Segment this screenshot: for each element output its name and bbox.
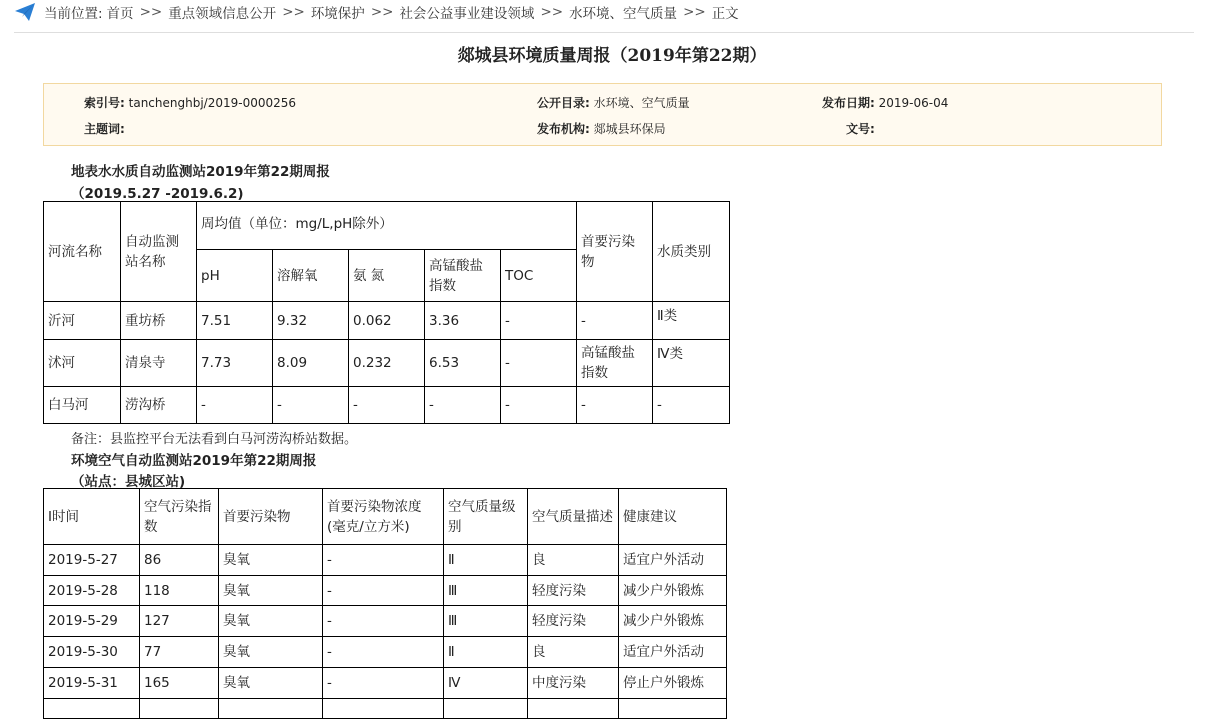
index-value: tanchenghbj/2019-0000256 [128, 96, 297, 110]
cell-river: 沂河 [44, 302, 121, 340]
air-quality-table [43, 488, 727, 719]
cell-permanganate: - [425, 387, 501, 424]
cell-date: 2019-5-28 [44, 576, 140, 606]
cell-date [44, 699, 140, 719]
cell-toc: - [501, 340, 577, 387]
metadata-box [43, 83, 1162, 146]
breadcrumb [14, 0, 1194, 24]
breadcrumb-separator: >> [282, 4, 305, 20]
cell-health-advice: 适宜户外活动 [619, 637, 727, 668]
cell-aq-description: 良 [528, 545, 619, 576]
breadcrumb-env-protection[interactable]: 环境保护 [310, 6, 365, 22]
cell-pollutant: - [577, 387, 653, 424]
cell-primary-pollutant: 臭氧 [219, 545, 323, 576]
breadcrumb-separator: >> [540, 4, 564, 20]
cell-concentration: - [323, 668, 444, 699]
cell-date: 2019-5-29 [44, 606, 140, 637]
paper-plane-icon [14, 2, 36, 22]
cell-primary-pollutant: 臭氧 [219, 637, 323, 668]
org-label: 发布机构: [537, 122, 590, 136]
cell-aqi [140, 699, 219, 719]
date-value: 2019-06-04 [878, 96, 949, 110]
header-ph: pH [197, 250, 273, 302]
cell-concentration: - [323, 576, 444, 606]
cell-aqi: 118 [140, 576, 219, 606]
catalog-value: 水环境、空气质量 [593, 96, 690, 110]
table-row [44, 576, 727, 606]
cell-aqi: 86 [140, 545, 219, 576]
header-water-class: 水质类别 [653, 202, 730, 302]
cell-dissolved-oxygen: 8.09 [273, 340, 349, 387]
cell-ph: - [197, 387, 273, 424]
cell-aq-level: Ⅲ [444, 576, 528, 606]
water-report-period: （2019.5.27 -2019.6.2) [71, 186, 244, 202]
header-ammonia: 氨 氮 [349, 250, 425, 302]
header-health-advice: 健康建议 [619, 489, 727, 545]
cell-date: 2019-5-30 [44, 637, 140, 668]
cell-ammonia: 0.232 [349, 340, 425, 387]
header-river: 河流名称 [44, 202, 121, 302]
cell-aq-description: 良 [528, 637, 619, 668]
header-permanganate: 高锰酸盐指数 [425, 250, 501, 302]
cell-primary-pollutant [219, 699, 323, 719]
water-report-title: 地表水水质自动监测站2019年第22期周报 [71, 164, 330, 180]
cell-concentration: - [323, 637, 444, 668]
cell-health-advice [619, 699, 727, 719]
cell-aq-level: Ⅱ [444, 637, 528, 668]
header-pollutant: 首要污染物 [577, 202, 653, 302]
date-field [822, 94, 948, 111]
cell-ammonia: 0.062 [349, 302, 425, 340]
cell-water-class: Ⅳ类 [653, 340, 730, 387]
cell-aq-description: 轻度污染 [528, 606, 619, 637]
cell-water-class: - [653, 387, 730, 424]
divider [14, 32, 1194, 33]
table-row [44, 637, 727, 668]
header-aqi: 空气污染指数 [140, 489, 219, 545]
cell-date: 2019-5-27 [44, 545, 140, 576]
catalog-label: 公开目录: [537, 96, 590, 110]
breadcrumb-home[interactable]: 首页 [106, 6, 134, 22]
cell-aq-level: Ⅲ [444, 606, 528, 637]
breadcrumb-water-air[interactable]: 水环境、空气质量 [569, 6, 678, 22]
cell-ammonia: - [349, 387, 425, 424]
header-station: 自动监测站名称 [121, 202, 197, 302]
header-primary-pollutant: 首要污染物 [219, 489, 323, 545]
breadcrumb-separator: >> [683, 4, 706, 20]
cell-aqi: 165 [140, 668, 219, 699]
cell-aqi: 77 [140, 637, 219, 668]
header-time: Ⅰ时间 [44, 489, 140, 545]
cell-pollutant: - [577, 302, 653, 340]
header-aq-description: 空气质量描述 [528, 489, 619, 545]
docno-field [846, 120, 875, 137]
water-quality-table [43, 201, 730, 424]
cell-aq-description: 中度污染 [528, 668, 619, 699]
cell-aq-level [444, 699, 528, 719]
cell-health-advice: 适宜户外活动 [619, 545, 727, 576]
cell-river: 沭河 [44, 340, 121, 387]
header-weekly-average: 周均值（单位：mg/L,pH除外） [197, 202, 577, 250]
cell-concentration: - [323, 545, 444, 576]
cell-health-advice: 减少户外锻炼 [619, 576, 727, 606]
header-dissolved-oxygen: 溶解氧 [273, 250, 349, 302]
cell-toc: - [501, 302, 577, 340]
header-concentration: 首要污染物浓度(毫克/立方米) [323, 489, 444, 545]
index-field [84, 94, 296, 111]
cell-water-class: Ⅱ类 [653, 302, 730, 340]
cell-aq-description: 轻度污染 [528, 576, 619, 606]
page-title: 郯城县环境质量周报（2019年第22期） [457, 46, 767, 66]
subject-label: 主题词: [84, 122, 125, 136]
index-label: 索引号: [84, 96, 125, 110]
table-row [44, 387, 730, 424]
breadcrumb-prefix: 当前位置: [44, 6, 103, 22]
header-aq-level: 空气质量级别 [444, 489, 528, 545]
cell-health-advice: 减少户外锻炼 [619, 606, 727, 637]
cell-concentration [323, 699, 444, 719]
subject-field [84, 120, 125, 137]
table-row [44, 668, 727, 699]
cell-ph: 7.73 [197, 340, 273, 387]
cell-aq-level: Ⅳ [444, 668, 528, 699]
breadcrumb-separator: >> [370, 4, 394, 20]
water-note: 备注：县监控平台无法看到白马河涝沟桥站数据。 [71, 432, 358, 447]
cell-station: 涝沟桥 [121, 387, 197, 424]
cell-station: 重坊桥 [121, 302, 197, 340]
cell-health-advice: 停止户外锻炼 [619, 668, 727, 699]
cell-pollutant: 高锰酸盐指数 [577, 340, 653, 387]
table-row [44, 302, 730, 340]
table-row [44, 699, 727, 719]
cell-dissolved-oxygen: - [273, 387, 349, 424]
header-toc: TOC [501, 250, 577, 302]
date-label: 发布日期: [822, 96, 875, 110]
cell-toc: - [501, 387, 577, 424]
cell-concentration: - [323, 606, 444, 637]
cell-station: 清泉寺 [121, 340, 197, 387]
breadcrumb-key-info[interactable]: 重点领域信息公开 [168, 6, 277, 22]
org-field [537, 120, 666, 137]
air-report-title: 环境空气自动监测站2019年第22期周报 [71, 453, 317, 469]
cell-date: 2019-5-31 [44, 668, 140, 699]
cell-permanganate: 6.53 [425, 340, 501, 387]
cell-aq-level: Ⅱ [444, 545, 528, 576]
cell-ph: 7.51 [197, 302, 273, 340]
cell-permanganate: 3.36 [425, 302, 501, 340]
cell-primary-pollutant: 臭氧 [219, 668, 323, 699]
cell-aq-description [528, 699, 619, 719]
breadcrumb-public-welfare[interactable]: 社会公益事业建设领域 [399, 6, 535, 22]
table-row [44, 606, 727, 637]
table-row [44, 545, 727, 576]
cell-primary-pollutant: 臭氧 [219, 576, 323, 606]
docno-label: 文号: [846, 122, 875, 136]
breadcrumb-current[interactable]: 正文 [711, 6, 739, 22]
cell-aqi: 127 [140, 606, 219, 637]
cell-primary-pollutant: 臭氧 [219, 606, 323, 637]
breadcrumb-separator: >> [139, 4, 163, 20]
org-value: 郯城县环保局 [593, 122, 666, 136]
cell-dissolved-oxygen: 9.32 [273, 302, 349, 340]
catalog-field [537, 94, 690, 111]
table-row [44, 340, 730, 387]
cell-river: 白马河 [44, 387, 121, 424]
air-report-station: （站点：县城区站) [71, 474, 186, 490]
